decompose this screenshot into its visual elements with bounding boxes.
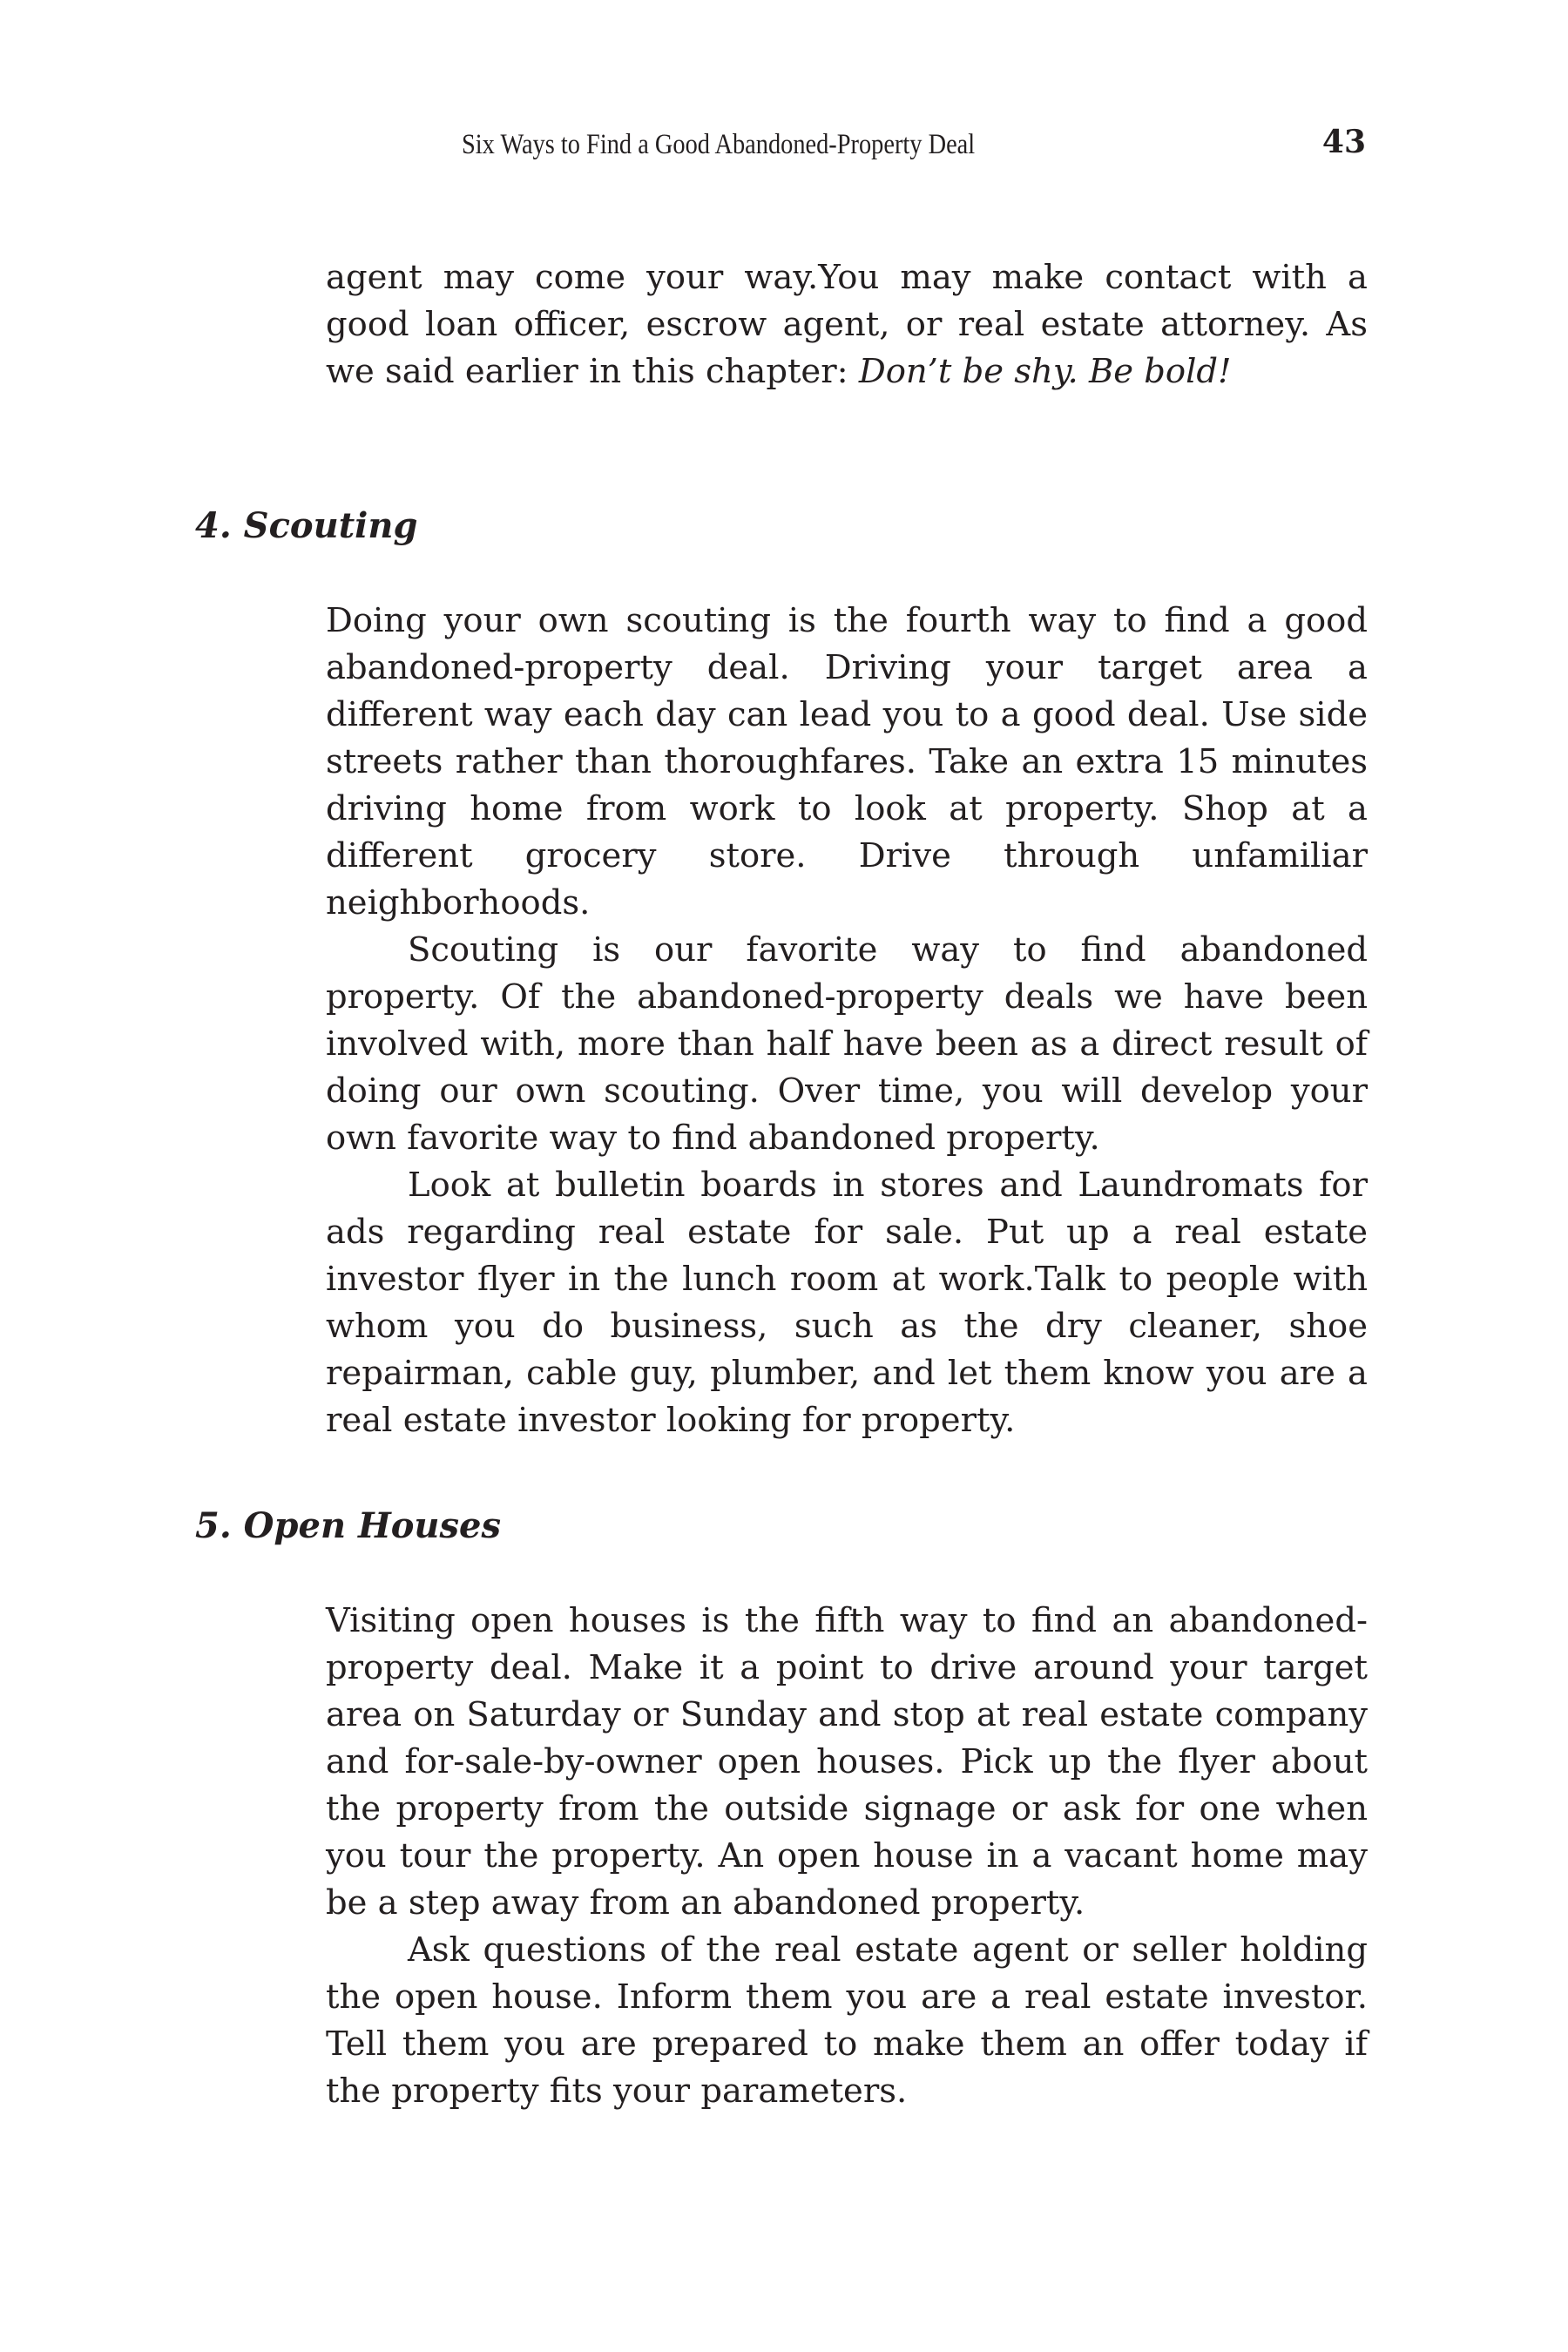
paragraph: Look at bulletin boards in stores and Laundromats for ads regarding real estate for sale. Put up a real estate investor flyer in the lunch room at work.Talk to people with whom you do business, such as the dry cleaner, shoe repairman, cable guy, plumber, and let them know you are a real estate investor looking for property. (326, 1166, 1368, 1440)
intro-paragraph-block (326, 254, 1368, 395)
section-heading-open-houses: 5. Open Houses (195, 1505, 501, 1546)
paragraph: Visiting open houses is the fifth way to find an abandoned-property deal. Make it a point to drive around your target area on Saturday or Sunday and stop at real estate company and for-sale-by-owner open houses. Pick up the flyer about the property from the outside signage or ask for one when you tour the property. An open house in a vacant home may be a step away from an abandoned property. (326, 1601, 1368, 1923)
intro-emphasis: Don’t be shy. Be bold! (858, 352, 1232, 391)
running-title: Six Ways to Find a Good Abandoned-Property Deal (462, 129, 976, 160)
page-number: 43 (1321, 124, 1366, 160)
section-heading-scouting: 4. Scouting (195, 505, 418, 546)
paragraph: Scouting is our favorite way to find abandoned property. Of the abandoned-property deals we have been involved with, more than half have been as a direct result of doing our own scouting. Over time, you will develop your own favorite way to find abandoned property. (326, 930, 1368, 1158)
paragraph: Doing your own scouting is the fourth way to find a good abandoned-property deal. Driving your target area a different way each day can lead you to a good deal. Use side streets rather than thoroughfares. Take an extra 15 minutes driving home from work to look at property. Shop at a different grocery store. Drive through unfamiliar neighborhoods. (326, 601, 1368, 923)
intro-paragraph (326, 254, 1368, 395)
section-body-scouting (326, 598, 1368, 1444)
intro-text: agent may come your way.You may make contact with a good loan officer, escrow agent, or real estate attorney. As we said earlier in this chapter: (326, 258, 1368, 391)
paragraph: Ask questions of the real estate agent or seller holding the open house. Inform them you are a real estate investor. Tell them you are prepared to make them an offer today if the property fits your parameters. (326, 1930, 1368, 2111)
section-body-open-houses (326, 1598, 1368, 2115)
running-header (0, 122, 1568, 174)
